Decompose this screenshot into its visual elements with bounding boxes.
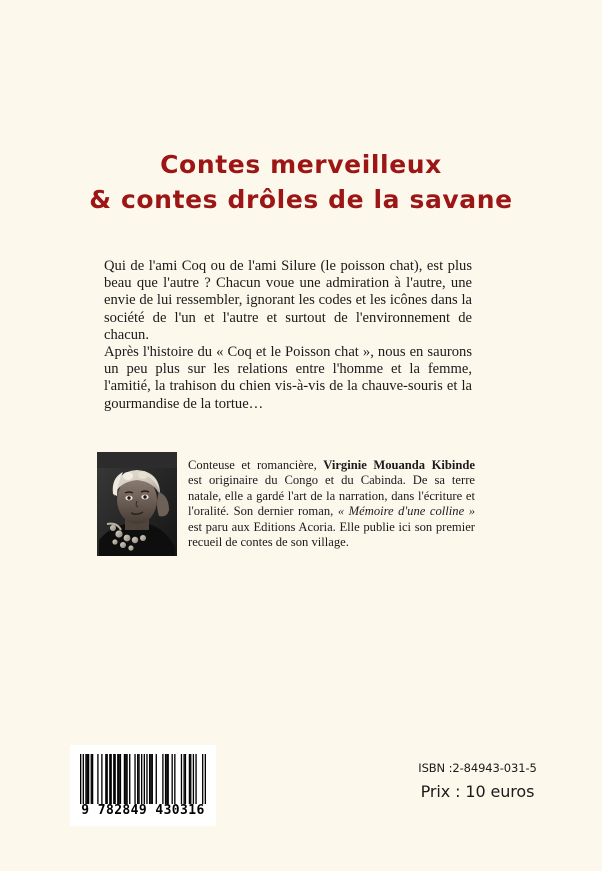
barcode-digits: 9 782849 430316	[81, 803, 205, 818]
bio-part-3: est paru aux Editions Acoria. Elle publie ici son premier recueil de contes de son village.	[188, 519, 475, 550]
back-cover-blurb	[104, 258, 472, 413]
author-portrait-photo	[97, 452, 177, 556]
referenced-book-title: « Mémoire d'une colline »	[337, 504, 475, 519]
author-portrait-image	[97, 452, 177, 556]
author-name: Virginie Mouanda Kibinde	[323, 458, 475, 472]
book-title	[0, 150, 602, 216]
blurb-paragraph-2: Après l'histoire du « Coq et le Poisson chat », nous en saurons un peu plus sur les relations entre l'homme et la femme, l'amitié, la trahison du chien vis-à-vis de la chauve-souris et la gourmandise de la tortue…	[104, 344, 472, 412]
title-line-2: & contes drôles de la savane	[89, 185, 513, 214]
isbn-text: ISBN :2-84943-031-5	[418, 761, 537, 775]
blurb-paragraph-1: Qui de l'ami Coq ou de l'ami Silure (le poisson chat), est plus beau que l'autre ? Chacun voue une admiration à l'autre, une envie de lui ressembler, ignorant les codes et les icônes dans la société de l'un et l'autre et surtout de l'environnement de chacun.	[104, 258, 472, 343]
author-biography	[188, 458, 475, 550]
barcode-panel	[70, 745, 216, 826]
bio-intro: Conteuse et romancière,	[188, 458, 324, 472]
barcode-bars	[80, 754, 206, 804]
price-text: Prix : 10 euros	[420, 782, 535, 801]
title-line-1: Contes merveilleux	[160, 150, 442, 179]
isbn-price-block	[390, 760, 565, 803]
bio-part-2: est originaire du Congo et du Cabinda. De sa terre natale, elle a gardé l'art de la narration, dans l'écriture et l'oralité. Son dernier roman,	[188, 473, 475, 519]
